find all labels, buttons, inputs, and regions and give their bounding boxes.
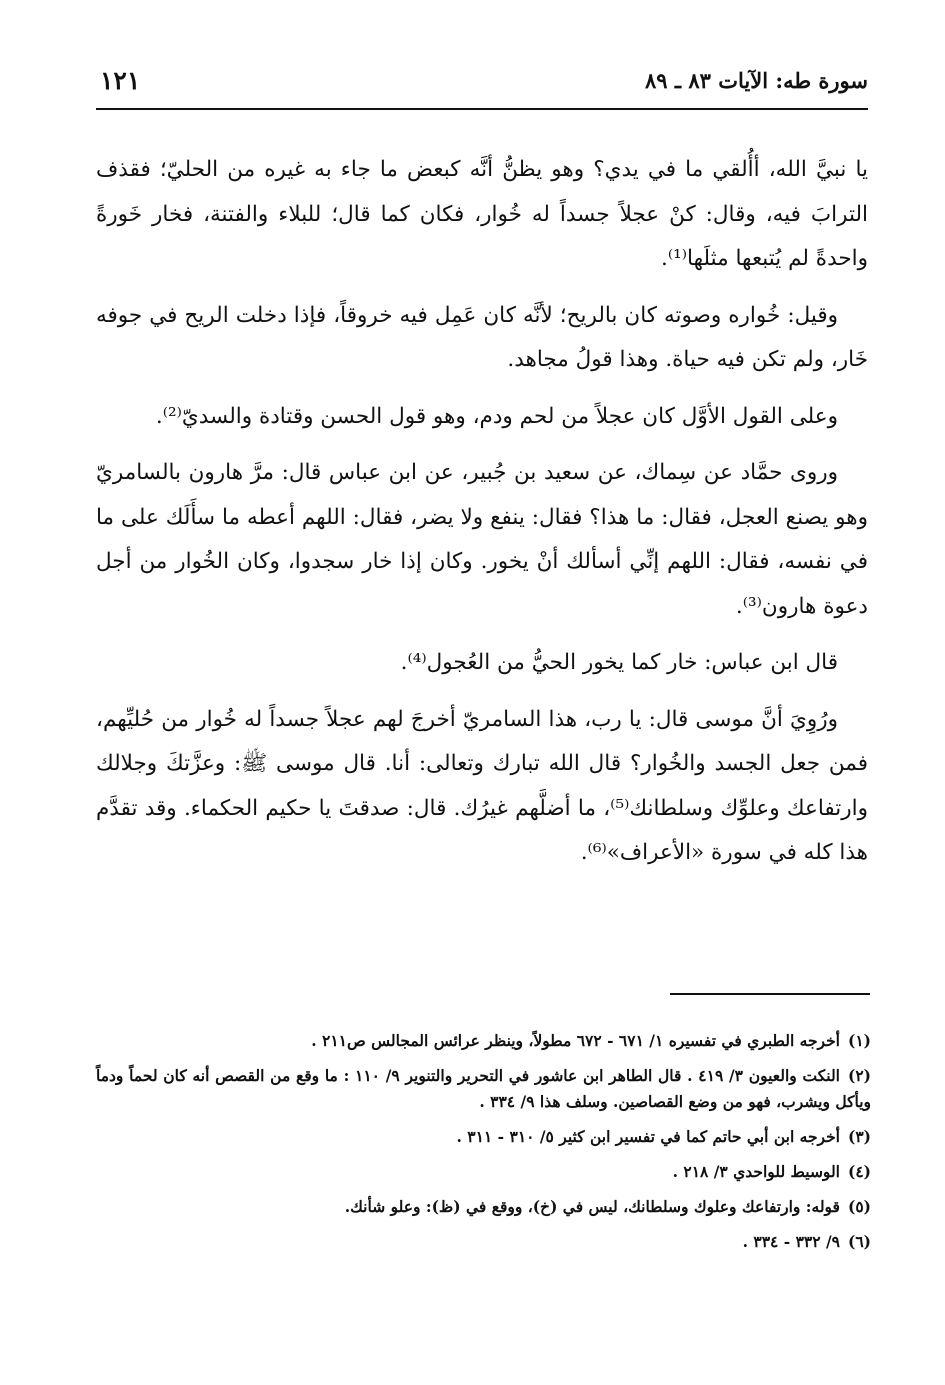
footnote xyxy=(96,1194,871,1220)
paragraph: وعلى القول الأوَّل كان عجلاً من لحم ودم، وهو قول الحسن وقتادة والسديّ⁽²⁾. xyxy=(155,403,838,429)
header-divider xyxy=(96,108,868,110)
footnote xyxy=(96,1028,871,1054)
footnote-text: النكت والعيون ٣/ ٤١٩ . قال الطاهر ابن عاشور في التحرير والتنوير ٩/ ١١٠ : ما وقع من القصص أنه كان لحماً ودماً ويأكل ويشرب، فهو من وضع القصاصين. وسلف هذا ٩/ ٣٣٤ . xyxy=(96,1066,871,1111)
footnote-number: (٦) xyxy=(847,1232,871,1251)
footnote-number: (٢) xyxy=(848,1066,872,1085)
footnote xyxy=(96,1229,871,1255)
running-title: سورة طه: الآيات ٨٣ ـ ٨٩ xyxy=(645,68,868,93)
paragraph: وقيل: خُواره وصوته كان بالريح؛ لأنَّه كان عَمِل فيه خروقاً، فإذا دخلت الريح في جوفه خَار، ولم تكن فيه حياة. وهذا قولُ مجاهد. xyxy=(96,302,868,372)
footnote-number: (٣) xyxy=(847,1127,871,1146)
footnote xyxy=(96,1063,871,1115)
paragraph: ورُوِيَ أنَّ موسى قال: يا رب، هذا السامريّ أخرجَ لهم عجلاً جسداً له خُوار من حُليِّهم، فمن جعل الجسد والخُوار؟ قال الله تبارك وتعالى: أنا. قال موسى ﷺ: وعزَّتكَ وجلالك وارتفاعك وعلوِّك وسلطانك⁽⁵⁾، ما أضلَّهم غيرُك. قال: صدقتَ يا حكيم الحكماء. وقد تقدَّم هذا كله في سورة «الأعراف»⁽⁶⁾. xyxy=(96,706,868,865)
page-number: ١٢١ xyxy=(100,66,141,95)
footnote-number: (٤) xyxy=(847,1162,871,1181)
footnote-text: الوسيط للواحدي ٣/ ٢١٨ . xyxy=(672,1162,840,1181)
footnote-text: قوله: وارتفاعك وعلوك وسلطانك، ليس في (خ)، ووقع في (ظ): وعلو شأنك. xyxy=(344,1197,840,1216)
paragraph: وروى حمَّاد عن سِماك، عن سعيد بن جُبير، عن ابن عباس قال: مرَّ هارون بالسامريّ وهو يصنع العجل، فقال: ما هذا؟ فقال: ينفع ولا يضر، فقال: اللهم أعطه ما سأَلَك على ما في نفسه، فقال: اللهم إنِّي أسألك أنْ يخور. وكان إذا خار سجدوا، وكان الخُوار من أجل دعوة هارون⁽³⁾. xyxy=(96,460,868,619)
footnote-number: (١) xyxy=(847,1031,871,1050)
footnote xyxy=(96,1159,871,1185)
footnote-text: أخرجه ابن أبي حاتم كما في تفسير ابن كثير ٥/ ٣١٠ - ٣١١ . xyxy=(456,1127,840,1146)
paragraph: قال ابن عباس: خار كما يخور الحيُّ من العُجول⁽⁴⁾. xyxy=(400,650,838,675)
footnote xyxy=(96,1124,871,1150)
main-text xyxy=(96,148,868,888)
footnote-divider xyxy=(670,993,870,995)
footnote-text: ٩/ ٣٣٢ - ٣٣٤ . xyxy=(742,1232,840,1251)
footnote-text: أخرجه الطبري في تفسيره ١/ ٦٧١ - ٦٧٢ مطولاً، وينظر عرائس المجالس ص٢١١ . xyxy=(311,1031,840,1050)
footnotes-list xyxy=(96,1028,871,1264)
page-header xyxy=(96,62,868,106)
footnote-number: (٥) xyxy=(847,1197,871,1216)
paragraph: يا نبيَّ الله، أأُلقي ما في يدي؟ وهو يظنُّ أنَّه كبعض ما جاء به غيره من الحليّ؛ فقذف الترابَ فيه، وقال: كنْ عجلاً جسداً له خُوار، فكان كما قال؛ للبلاء والفتنة، فخار خَورةً واحدةً لم يُتبعها مثلَها⁽¹⁾. xyxy=(96,157,868,271)
